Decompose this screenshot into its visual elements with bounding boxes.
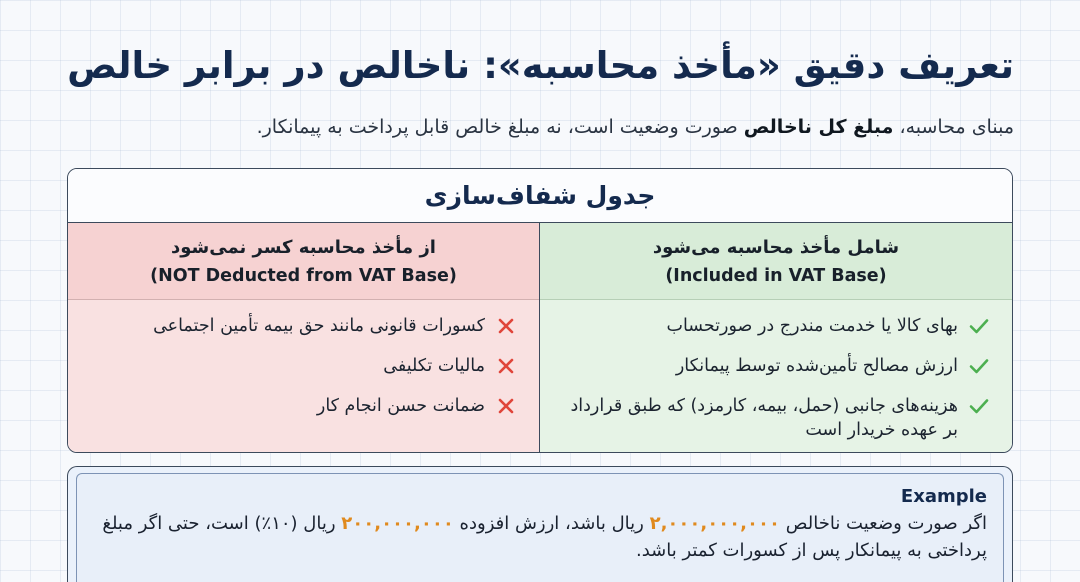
included-item (554, 314, 990, 338)
check-icon (968, 354, 990, 378)
subtitle-bold: مبلغ کل ناخالص (743, 116, 894, 138)
included-column (540, 223, 1012, 452)
subtitle (257, 116, 1014, 138)
excluded-item-text: ضمانت حسن انجام کار (316, 396, 485, 416)
excluded-item (82, 394, 517, 418)
example-label: Example (900, 486, 987, 507)
cross-icon (495, 314, 517, 338)
vat-amount: ۲۰۰,۰۰۰,۰۰۰ (341, 513, 454, 534)
check-icon (968, 394, 990, 418)
included-item-text: ارزش مصالح تأمین‌شده توسط پیمانکار (675, 356, 958, 376)
included-heading-en: (Included in VAT Base) (665, 265, 887, 286)
excluded-column-header (68, 223, 539, 300)
table-title-bar (68, 169, 1012, 223)
excluded-item-text: مالیات تکلیفی (383, 356, 485, 376)
example-part-1: اگر صورت وضعیت ناخالص (779, 513, 987, 534)
included-heading-fa: شامل مأخذ محاسبه می‌شود (652, 236, 900, 258)
subtitle-part-2: صورت وضعیت است، نه مبلغ خالص قابل پرداخت به پیمانکار. (256, 116, 744, 138)
excluded-item-text: کسورات قانونی مانند حق بیمه تأمین اجتماعی (153, 316, 485, 336)
table-columns (68, 223, 1012, 452)
example-part-4: ) است، حتی اگر مبلغ پرداختی به پیمانکار پس از کسورات کمتر باشد. (102, 513, 987, 561)
example-box (76, 473, 1004, 582)
example-part-2: ریال باشد، ارزش افزوده (453, 513, 650, 534)
table-title: جدول شفاف‌سازی (424, 181, 656, 210)
check-icon (968, 314, 990, 338)
included-item-text: بهای کالا یا خدمت مندرج در صورتحساب (666, 316, 958, 336)
cross-icon (495, 394, 517, 418)
excluded-heading-fa: از مأخذ محاسبه کسر نمی‌شود (171, 236, 436, 258)
included-list (540, 300, 1012, 442)
page-title: تعریف دقیق «مأخذ محاسبه»: ناخالص در برابر خالص (67, 44, 1014, 87)
excluded-list (68, 300, 539, 418)
included-item (554, 394, 990, 442)
gross-amount: ۲,۰۰۰,۰۰۰,۰۰۰ (649, 513, 780, 534)
excluded-heading-en: (NOT Deducted from VAT Base) (150, 265, 457, 286)
clarification-table (67, 168, 1013, 453)
excluded-column (68, 223, 540, 452)
excluded-item (82, 314, 517, 338)
example-card (67, 466, 1013, 582)
example-text (93, 510, 987, 564)
example-part-3: ریال ( (290, 513, 342, 534)
included-column-header (540, 223, 1012, 300)
subtitle-part-1: مبنای محاسبه، (893, 116, 1014, 138)
included-item-text: هزینه‌های جانبی (حمل، بیمه، کارمزد) که طبق قرارداد بر عهده خریدار است (570, 396, 958, 440)
included-item (554, 354, 990, 378)
cross-icon (495, 354, 517, 378)
vat-percent: ۱۰٪ (261, 513, 291, 534)
excluded-item (82, 354, 517, 378)
